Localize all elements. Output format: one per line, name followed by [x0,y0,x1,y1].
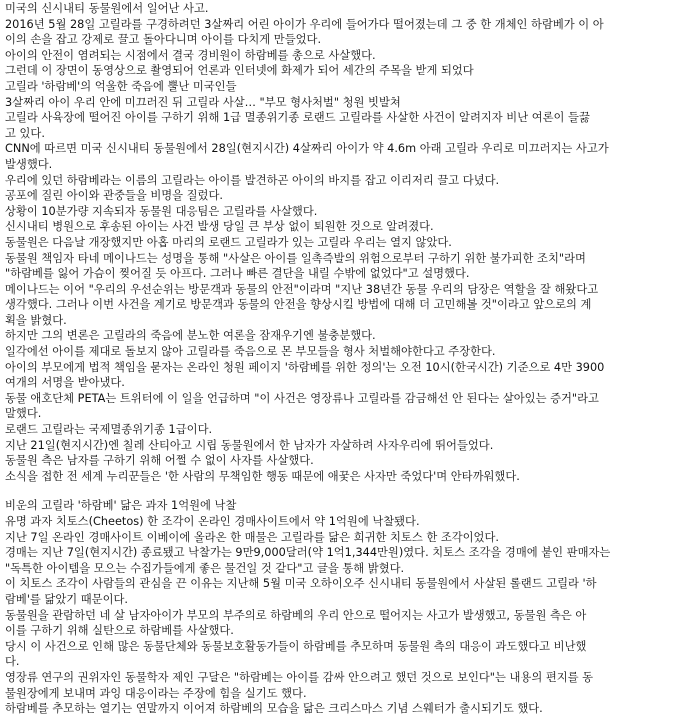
text-line: 유명 과자 치토스(Cheetos) 한 조각이 온라인 경매사이트에서 약 1억원에 낙찰됐다. [5,515,420,528]
news-headline: 비운의 고릴라 '하람베' 닮은 과자 1억원에 낙찰 [5,499,237,513]
text-line: 동물원을 관람하던 네 살 남자아이가 부모의 부주의로 하람베의 우리 안으로 떨어지는 사고가 발생했고, 동물원 측은 아 [5,608,587,622]
text-line: 획을 밝혔다. [5,313,67,327]
text-line: 하지만 그의 변론은 고릴라의 죽음에 분노한 여론을 잠재우기엔 불충분했다. [5,329,376,343]
news-subheadline: 3살짜리 아이 우리 안에 미끄러진 뒤 고릴라 사살… "부모 형사처벌" 청원 빗발쳐 [5,95,401,109]
text-line: 발생했다. [5,157,53,171]
text-line: 이를 구하기 위해 실탄으로 하람베를 사살했다. [5,624,234,638]
text-line: 그런데 이 장면이 동영상으로 촬영되어 언론과 인터넷에 화제가 되어 세간의 주목을 받게 되었다 [5,64,474,78]
text-line: 우리에 있던 하람베라는 이름의 고릴라는 아이를 발견하곤 아이의 바지를 잡고 이리저리 끌고 다녔다. [5,173,500,187]
text-line: 이의 손을 잡고 강제로 끌고 돌아다니며 아이를 다치게 만들었다. [5,33,322,47]
text-line: 2016년 5월 28일 고릴라를 구경하려던 3살짜리 어린 아이가 우리에 들어가다 떨어졌는데 그 중 한 개체인 하람베가 이 아 [5,17,604,31]
text-line: 신시내티 병원으로 후송된 아이는 사건 발생 당일 큰 부상 없이 퇴원한 것으로 알려졌다. [5,220,434,234]
text-line: 하람베를 추모하는 열기는 연말까지 이어져 하람베의 모습을 닮은 크리스마스 기념 스웨터가 출시되기도 했다. [5,702,543,716]
text-line: 동물원 책임자 타네 메이나드는 성명을 통해 "사살은 아이를 일촉즉발의 위험으로부터 구하기 위한 불가피한 조치"라며 [5,251,586,265]
text-line: 동물 애호단체 PETA는 트위터에 이 일을 언급하며 "이 사건은 영장류나 고릴라를 감금해선 안 된다는 살아있는 증거"라고 [5,391,599,405]
text-line: 동물원은 다음날 개장했지만 아홉 마리의 로랜드 고릴라가 있는 고릴라 우리는 열지 않았다. [5,235,452,249]
news-headline: 고릴라 '하람베'의 억울한 죽음에 뿔난 미국인들 [5,79,237,93]
text-line: 동물원 측은 남자를 구하기 위해 어쩔 수 없이 사자를 사살했다. [5,454,314,468]
text-line: 물원장에게 보내며 과잉 대응이라는 주장에 힘을 실기도 했다. [5,686,307,700]
text-line: 일각에선 아이를 제대로 돌보지 않아 고릴라를 죽음으로 몬 부모들을 형사 처벌해야한다고 주장한다. [5,345,496,359]
text-line: 메이나드는 이어 "우리의 우선순위는 방문객과 동물의 안전"이라며 "지난 38년간 동물 우리의 담장은 역할을 잘 해왔다고 [5,282,599,296]
text-line: CNN에 따르면 미국 신시내티 동물원에서 28일(현지시간) 4살짜리 아이가 약 4.6m 아래 고릴라 우리로 미끄러지는 사고가 [5,142,609,156]
text-line: 말했다. [5,407,42,421]
text-line: 아이의 부모에게 법적 책임을 묻자는 온라인 청원 페이지 '하람베를 위한 정의'는 오전 10시(한국시간) 기준으로 4만 3900 [5,360,605,374]
article-gorilla-incident [5,1,694,484]
text-line: 이 치토스 조각이 사람들의 관심을 끈 이유는 지난해 5월 미국 오하이오주 신시내티 동물원에서 사살된 롤랜드 고릴라 '하 [5,577,597,591]
text-line: 아이의 안전이 염려되는 시점에서 결국 경비원이 하람베를 총으로 사살했다. [5,48,376,62]
text-line: 람베'를 닮았기 때문이다. [5,592,129,606]
text-line: 상황이 10분가량 지속되자 동물원 대응팀은 고릴라를 사살했다. [5,204,318,218]
article-cheetos-auction [5,498,694,716]
text-line: 지난 7일 온라인 경매사이트 이베이에 올라온 한 매물은 고릴라를 닮은 희귀한 치토스 한 조각이었다. [5,530,499,544]
text-line: 미국의 신시내티 동물원에서 일어난 사고. [5,2,209,15]
text-line: 고 있다. [5,126,45,140]
text-line: 공포에 질린 아이와 관중들을 비명을 질렀다. [5,189,223,203]
text-line: "하람베를 잃어 가슴이 찢어질 듯 아프다. 그러나 빠른 결단을 내릴 수밖에 없었다"고 설명했다. [5,267,470,281]
text-line: 영장류 연구의 권위자인 동물학자 제인 구달은 "하람베는 아이를 감싸 안으려고 했던 것으로 보인다"는 내용의 편지를 동 [5,670,594,684]
text-line: 고릴라 사육장에 떨어진 아이를 구하기 위해 1급 멸종위기종 로랜드 고릴라를 사살한 사건이 알려지자 비난 여론이 들끓 [5,111,590,125]
text-line: "독특한 아이템을 모으는 수집가들에게 좋은 물건일 것 같다"고 글을 통해 밝혔다. [5,561,405,575]
paragraph-gap [5,484,694,498]
text-line: 다. [5,655,20,669]
text-line: 여개의 서명을 받아냈다. [5,376,125,390]
text-line: 소식을 접한 전 세계 누리꾼들은 '한 사람의 무책임한 행동 때문에 애꿎은 사자만 죽었다'며 안타까워했다. [5,469,520,483]
text-line: 로랜드 고릴라는 국제멸종위기종 1급이다. [5,423,213,437]
text-line: 생각했다. 그러나 이번 사건을 계기로 방문객과 동물의 안전을 향상시킬 방법에 대해 더 고민해볼 것"이라고 앞으로의 계 [5,298,592,312]
text-line: 경매는 지난 7일(현지시간) 종료됐고 낙찰가는 9만9,000달러(약 1억1,344만원)였다. 치토스 조각을 경매에 붙인 판매자는 [5,546,611,560]
text-line: 지난 21일(현지시간)엔 칠레 산티아고 시립 동물원에서 한 남자가 자살하려 사자우리에 뛰어들었다. [5,438,494,452]
text-line: 당시 이 사건으로 인해 많은 동물단체와 동물보호활동가들이 하람베를 추모하며 동물원 측의 대응이 과도했다고 비난했 [5,639,587,653]
